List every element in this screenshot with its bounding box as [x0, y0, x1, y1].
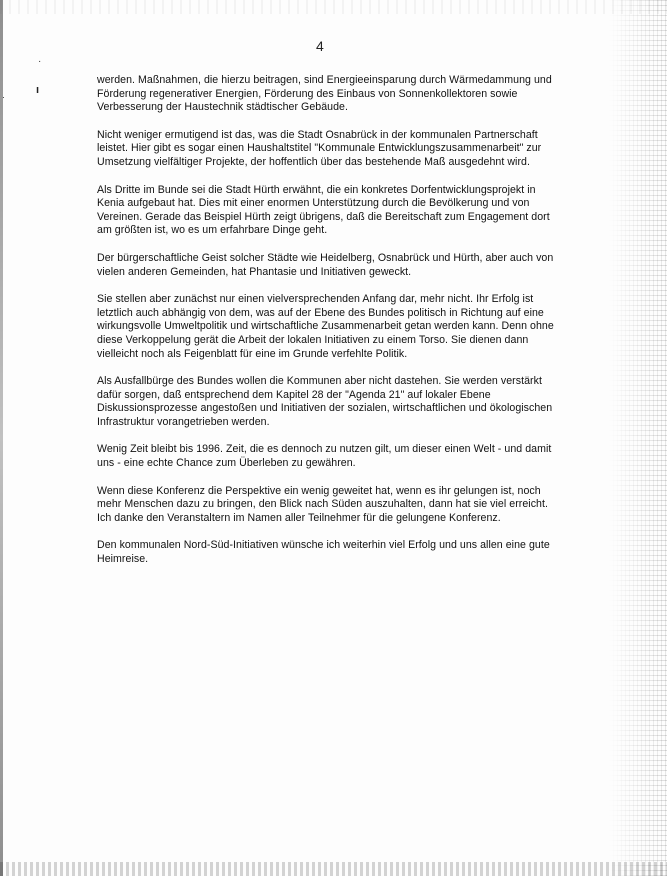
margin-speck: · — [38, 56, 42, 67]
paragraph: Wenig Zeit bleibt bis 1996. Zeit, die es dennoch zu nutzen gilt, um dieser einen Welt - und damit uns - eine echte Chance zum Überleben zu gewähren. — [97, 443, 552, 470]
paragraph: Nicht weniger ermutigend ist das, was die Stadt Osnabrück in der kommunalen Partnerschaft leistet. Hier gibt es sogar einen Haushaltstitel "Kommunale Entwicklungszusammenarbeit" zur Umsetzung vielfältiger Projekte, der hoffentlich über das bestehende Maß ausgedehnt wird. — [97, 128, 542, 168]
scan-noise-top — [0, 0, 667, 14]
paragraph: Als Ausfallbürge des Bundes wollen die Kommunen aber nicht dastehen. Sie werden verstärkt dafür sorgen, daß entsprechend dem Kapitel 28 der "Agenda 21" auf lokaler Ebene Diskussionsprozesse angestoßen und Initiativen der sozialen, wirtschaftlichen und ökologischen Infrastruktur vorangetrieben werden. — [97, 375, 553, 428]
page-number: 4 — [316, 38, 324, 54]
document-body — [97, 74, 559, 581]
paragraph: Als Dritte im Bunde sei die Stadt Hürth erwähnt, die ein konkretes Dorfentwicklungsprojekt in Kenia aufgebaut hat. Dies mit einer enormen Unterstützung durch die Bevölkerung und von Vereinen. Gerade das Beispiel Hürth zeigt übrigens, daß die Bereitschaft zum Engagement dort am größten ist, wo es um erfahrbare Dinge geht. — [97, 183, 550, 237]
paragraph: werden. Maßnahmen, die hierzu beitragen, sind Energieeinsparung durch Wärmedammung und Förderung regenerativer Energien, Förderung des Einbaus von Sonnenkollektoren sowie Verbesserung der Haustechnik städtischer Gebäude. — [97, 74, 552, 114]
scan-edge-right — [609, 0, 667, 876]
scan-edge-left — [0, 0, 3, 876]
paragraph: Sie stellen aber zunächst nur einen vielversprechenden Anfang dar, mehr nicht. Ihr Erfolg ist letztlich auch abhängig von dem, was auf der Ebene des Bundes politisch in Richtung auf eine wirkungsvolle Umweltpolitik und wirtschaftliche Zusammenarbeit getan werden kann. Denn ohne diese Verkoppelung gerät die Arbeit der lokalen Initiativen zu einem Torso. Sie dienen dann vielleicht noch als Feigenblatt für eine im Grunde verfehlte Politik. — [97, 293, 554, 360]
scan-edge-bottom — [0, 862, 667, 876]
margin-speck: · — [2, 92, 5, 102]
paragraph: Der bürgerschaftliche Geist solcher Städte wie Heidelberg, Osnabrück und Hürth, aber auch von vielen anderen Gemeinden, hat Phantasie und Initiativen geweckt. — [97, 251, 554, 278]
paragraph: Wenn diese Konferenz die Perspektive ein wenig geweitet hat, wenn es ihr gelungen ist, noch mehr Menschen dazu zu bringen, den Blick nach Süden auszuhalten, dann hat sie viel erreicht. Ich danke den Veranstaltern im Namen aller Teilnehmer für die gelungene Konferenz. — [97, 484, 548, 524]
margin-speck: ı — [36, 84, 40, 96]
paragraph: Den kommunalen Nord-Süd-Initiativen wünsche ich weiterhin viel Erfolg und uns allen eine gute Heimreise. — [97, 539, 550, 566]
